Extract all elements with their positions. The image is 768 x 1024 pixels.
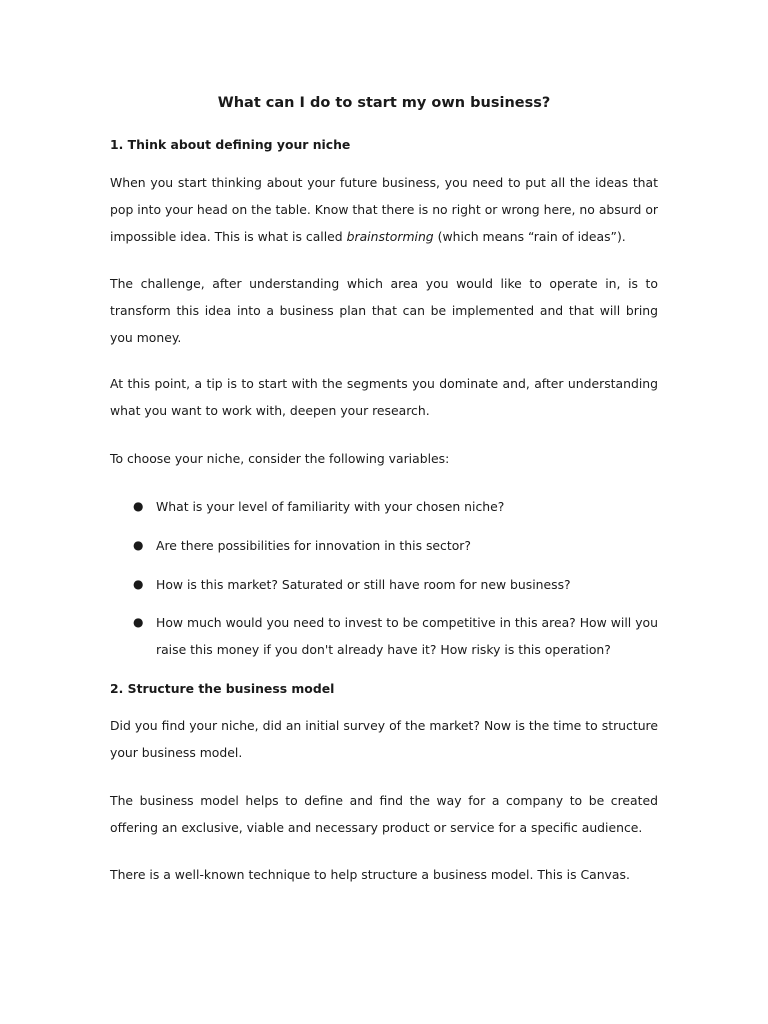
section1-paragraph-1-text: When you start thinking about your future business, you need to put all the ideas that pop into your head on the table. Know that there is no right or wrong here, no absurd or impossible idea. This is what is called <box>110 175 658 244</box>
section1-paragraph-3: At this point, a tip is to start with the segments you dominate and, after understanding what you want to work with, deepen your research. <box>110 376 658 418</box>
section1-paragraph-4: To choose your niche, consider the following variables: <box>110 451 450 466</box>
list-item-text: Are there possibilities for innovation in this sector? <box>156 538 471 553</box>
section1-paragraph-1 <box>110 170 658 250</box>
section2-heading: 2. Structure the business model <box>110 681 335 696</box>
bullet-icon: ● <box>133 499 144 513</box>
section1-heading: 1. Think about defining your niche <box>110 137 351 152</box>
section2-paragraph-3: There is a well-known technique to help structure a business model. This is Canvas. <box>110 867 630 882</box>
section1-paragraph-1-tail: (which means “rain of ideas”). <box>433 228 626 244</box>
bullet-icon: ● <box>133 538 144 552</box>
list-item-text: How is this market? Saturated or still have room for new business? <box>156 577 571 592</box>
section2-paragraph-2: The business model helps to define and find the way for a company to be created offering an exclusive, viable and necessary product or service for a specific audience. <box>110 793 658 835</box>
section2-paragraph-1: Did you find your niche, did an initial survey of the market? Now is the time to structure your business model. <box>110 718 658 760</box>
brainstorming-emphasis: brainstorming <box>346 228 434 244</box>
bullet-icon: ● <box>133 577 144 591</box>
list-item-text: What is your level of familiarity with your chosen niche? <box>156 499 505 514</box>
document-title: What can I do to start my own business? <box>217 95 551 111</box>
bullet-icon: ● <box>133 615 144 629</box>
section1-paragraph-2: The challenge, after understanding which area you would like to operate in, is to transform this idea into a business plan that can be implemented and that will bring you money. <box>110 276 658 345</box>
list-item-text: How much would you need to invest to be competitive in this area? How will you raise this money if you don't already have it? How risky is this operation? <box>156 615 658 657</box>
